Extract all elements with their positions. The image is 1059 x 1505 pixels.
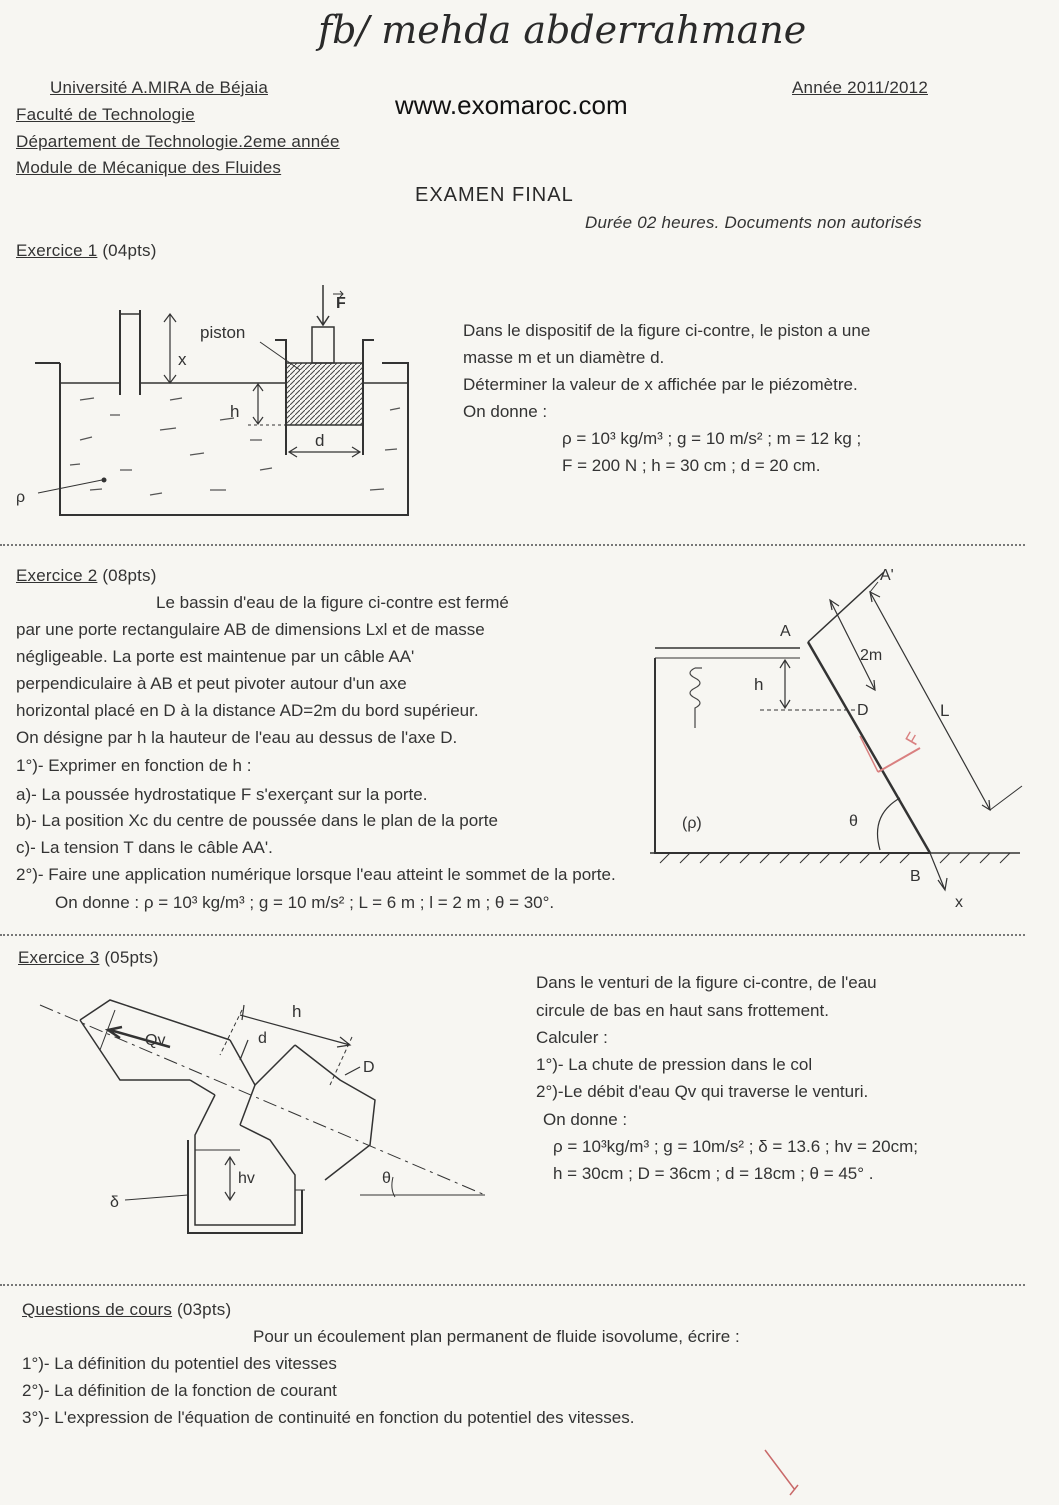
- ex3-label-D: D: [363, 1059, 375, 1076]
- ex2-label-rho: (ρ): [682, 815, 702, 832]
- ex2-line-2: par une porte rectangulaire AB de dimensions Lxl et de masse: [16, 620, 485, 639]
- ex2-line-8: a)- La poussée hydrostatique F s'exerçant sur la porte.: [16, 785, 428, 804]
- ex3-label-d: d: [258, 1030, 267, 1047]
- website-watermark[interactable]: www.exomaroc.com: [395, 90, 628, 120]
- ex3-points: (05pts): [104, 948, 159, 967]
- course-heading: [22, 1300, 231, 1320]
- ex1-label-h: h: [230, 402, 240, 421]
- ex3-line-3: Calculer :: [536, 1028, 608, 1047]
- ex1-line-1: Dans le dispositif de la figure ci-contre, le piston a une: [463, 321, 871, 340]
- ex3-line-8: h = 30cm ; D = 36cm ; d = 18cm ; θ = 45° .: [553, 1164, 874, 1183]
- module-name: Module de Mécanique des Fluides: [16, 158, 282, 177]
- ex3-line-7: ρ = 10³kg/m³ ; g = 10m/s² ; δ = 13.6 ; hv = 20cm;: [553, 1137, 918, 1156]
- ex3-line-5: 2°)-Le débit d'eau Qv qui traverse le venturi.: [536, 1082, 869, 1101]
- ex1-label-x: x: [178, 350, 187, 369]
- ex2-line-5: horizontal placé en D à la distance AD=2m du bord supérieur.: [16, 701, 479, 720]
- ex2-title: Exercice 2: [16, 566, 98, 585]
- exam-title: EXAMEN FINAL: [415, 184, 574, 206]
- ex2-figure: [640, 560, 1040, 910]
- ex2-gate: [808, 642, 930, 853]
- ex3-title: Exercice 3: [18, 948, 100, 967]
- ex1-line-2: masse m et un diamètre d.: [463, 348, 665, 367]
- exam-duration: Durée 02 heures. Documents non autorisés: [585, 213, 922, 232]
- ex1-label-d: d: [315, 431, 325, 450]
- ex3-line-2: circule de bas en haut sans frottement.: [536, 1001, 829, 1020]
- ex2-label-B: B: [910, 868, 921, 885]
- ex2-line-11: 2°)- Faire une application numérique lorsque l'eau atteint le sommet de la porte.: [16, 865, 616, 884]
- ex2-label-2m: 2m: [860, 647, 883, 664]
- ex1-figure: [10, 280, 450, 540]
- ex1-piston: [286, 363, 363, 425]
- university-name: Université A.MIRA de Béjaia: [50, 78, 268, 97]
- ex1-line-6: F = 200 N ; h = 30 cm ; d = 20 cm.: [562, 456, 821, 475]
- signature: fb/ mehda abderrahmane: [318, 8, 807, 52]
- ex1-line-5: ρ = 10³ kg/m³ ; g = 10 m/s² ; m = 12 kg ;: [562, 429, 862, 448]
- course-line-4: 3°)- L'expression de l'équation de continuité en fonction du potentiel des vitesses.: [22, 1408, 635, 1427]
- ex2-label-D: D: [857, 702, 869, 719]
- course-line-3: 2°)- La définition de la fonction de courant: [22, 1381, 337, 1400]
- ex1-points: (04pts): [102, 241, 157, 260]
- faculty-name: Faculté de Technologie: [16, 105, 195, 124]
- ex3-line-1: Dans le venturi de la figure ci-contre, de l'eau: [536, 973, 877, 992]
- ex2-line-6: On désigne par h la hauteur de l'eau au dessus de l'axe D.: [16, 728, 458, 747]
- ex2-label-A2: A': [880, 567, 894, 584]
- course-title: Questions de cours: [22, 1300, 173, 1319]
- academic-year: Année 2011/2012: [792, 78, 928, 97]
- ex1-title: Exercice 1: [16, 241, 98, 260]
- ex2-line-7: 1°)- Exprimer en fonction de h :: [16, 756, 252, 775]
- ex2-points: (08pts): [102, 566, 157, 585]
- ex3-figure: [30, 975, 510, 1255]
- ex3-line-4: 1°)- La chute de pression dans le col: [536, 1055, 813, 1074]
- ex3-label-hv: hv: [238, 1170, 255, 1187]
- ex2-line-12: On donne : ρ = 10³ kg/m³ ; g = 10 m/s² ; L = 6 m ; l = 2 m ; θ = 30°.: [55, 893, 555, 912]
- ex2-line-1: Le bassin d'eau de la figure ci-contre est fermé: [156, 593, 509, 612]
- department-name: Département de Technologie.2eme année: [16, 132, 340, 151]
- course-points: (03pts): [177, 1300, 232, 1319]
- separator-3: [0, 1284, 1025, 1286]
- ex2-heading: [16, 566, 157, 586]
- ex3-line-6: On donne :: [543, 1110, 628, 1129]
- ex3-label-Qv: Qv: [145, 1032, 166, 1049]
- ex1-label-piston: piston: [200, 323, 246, 342]
- ex2-label-A: A: [780, 623, 791, 640]
- ex2-line-9: b)- La position Xc du centre de poussée dans le plan de la porte: [16, 811, 498, 830]
- ex2-label-x: x: [955, 894, 963, 911]
- ex2-label-theta: θ: [849, 813, 858, 830]
- ex3-label-delta: δ: [110, 1194, 119, 1211]
- ex1-label-rho: ρ: [16, 489, 26, 506]
- ex2-line-10: c)- La tension T dans le câble AA'.: [16, 838, 273, 857]
- ex2-label-F: F: [901, 728, 925, 749]
- ex3-label-theta: θ: [382, 1170, 391, 1187]
- ex2-label-h: h: [754, 675, 764, 694]
- course-line-2: 1°)- La définition du potentiel des vitesses: [22, 1354, 337, 1373]
- ex1-line-3: Déterminer la valeur de x affichée par le piézomètre.: [463, 375, 858, 394]
- ex3-label-h: h: [292, 1002, 302, 1021]
- pen-mark: [760, 1445, 820, 1505]
- ex3-heading: [18, 948, 159, 968]
- ex2-label-L: L: [940, 701, 950, 720]
- separator-2: [0, 934, 1025, 936]
- course-line-1: Pour un écoulement plan permanent de fluide isovolume, écrire :: [253, 1327, 740, 1346]
- ex2-line-3: négligeable. La porte est maintenue par un câble AA': [16, 647, 415, 666]
- ex1-label-F: F: [336, 295, 346, 312]
- ex1-heading: [16, 241, 157, 261]
- ex2-line-4: perpendiculaire à AB et peut pivoter autour d'un axe: [16, 674, 407, 693]
- separator-1: [0, 544, 1025, 546]
- ex1-line-4: On donne :: [463, 402, 548, 421]
